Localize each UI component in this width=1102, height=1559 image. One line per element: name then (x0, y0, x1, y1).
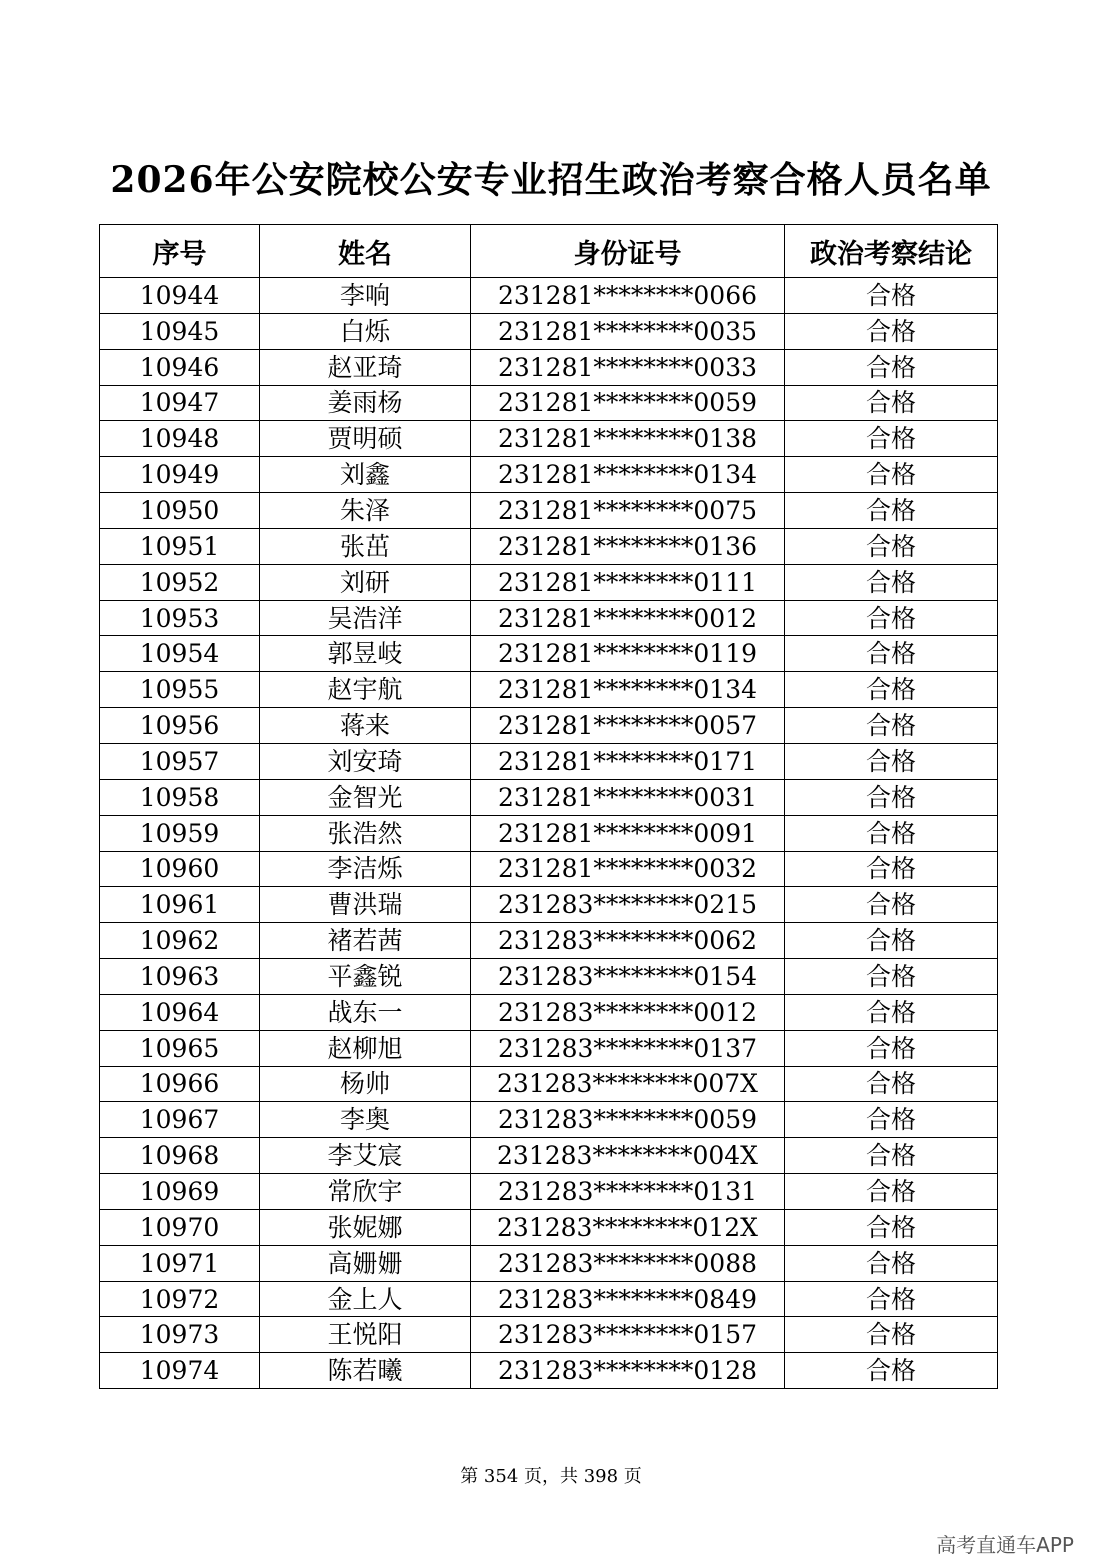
cell-seq: 10955 (100, 672, 260, 708)
cell-seq: 10973 (100, 1317, 260, 1353)
cell-conclusion: 合格 (785, 636, 998, 672)
cell-id-number: 231283********0128 (471, 1353, 785, 1389)
cell-name: 吴浩洋 (260, 600, 471, 636)
cell-conclusion: 合格 (785, 1030, 998, 1066)
cell-name: 蒋来 (260, 708, 471, 744)
cell-conclusion: 合格 (785, 1066, 998, 1102)
cell-id-number: 231283********0215 (471, 887, 785, 923)
cell-conclusion: 合格 (785, 564, 998, 600)
table-row (100, 278, 998, 314)
table-row (100, 743, 998, 779)
cell-conclusion: 合格 (785, 385, 998, 421)
table-header (100, 225, 998, 278)
cell-seq: 10950 (100, 493, 260, 529)
cell-id-number: 231283********0131 (471, 1174, 785, 1210)
cell-id-number: 231281********0032 (471, 851, 785, 887)
cell-id-number: 231281********0091 (471, 815, 785, 851)
table-row (100, 1245, 998, 1281)
cell-conclusion: 合格 (785, 421, 998, 457)
cell-id-number: 231281********0136 (471, 528, 785, 564)
cell-seq: 10946 (100, 349, 260, 385)
cell-id-number: 231281********0134 (471, 457, 785, 493)
header-id-number: 身份证号 (471, 225, 785, 278)
cell-name: 平鑫锐 (260, 959, 471, 995)
cell-id-number: 231283********007X (471, 1066, 785, 1102)
cell-id-number: 231281********0171 (471, 743, 785, 779)
cell-seq: 10964 (100, 994, 260, 1030)
cell-seq: 10959 (100, 815, 260, 851)
table-row (100, 815, 998, 851)
page-title: 2026年公安院校公安专业招生政治考察合格人员名单 (110, 159, 992, 201)
cell-name: 杨帅 (260, 1066, 471, 1102)
roster-table (99, 224, 998, 1389)
cell-seq: 10953 (100, 600, 260, 636)
cell-name: 金上人 (260, 1281, 471, 1317)
table-row (100, 385, 998, 421)
cell-conclusion: 合格 (785, 349, 998, 385)
cell-conclusion: 合格 (785, 1209, 998, 1245)
cell-conclusion: 合格 (785, 708, 998, 744)
cell-id-number: 231281********0033 (471, 349, 785, 385)
cell-name: 姜雨杨 (260, 385, 471, 421)
cell-seq: 10951 (100, 528, 260, 564)
cell-conclusion: 合格 (785, 1174, 998, 1210)
table-row (100, 851, 998, 887)
cell-seq: 10958 (100, 779, 260, 815)
cell-name: 赵宇航 (260, 672, 471, 708)
cell-name: 曹洪瑞 (260, 887, 471, 923)
table-row (100, 600, 998, 636)
cell-seq: 10968 (100, 1138, 260, 1174)
cell-conclusion: 合格 (785, 779, 998, 815)
cell-seq: 10974 (100, 1353, 260, 1389)
table-row (100, 564, 998, 600)
table-row (100, 1281, 998, 1317)
table-row (100, 493, 998, 529)
cell-name: 赵亚琦 (260, 349, 471, 385)
table-row (100, 779, 998, 815)
cell-seq: 10948 (100, 421, 260, 457)
cell-id-number: 231281********0059 (471, 385, 785, 421)
cell-id-number: 231283********0012 (471, 994, 785, 1030)
cell-name: 战东一 (260, 994, 471, 1030)
cell-seq: 10944 (100, 278, 260, 314)
table-row (100, 1353, 998, 1389)
table-row (100, 457, 998, 493)
cell-name: 张浩然 (260, 815, 471, 851)
cell-seq: 10962 (100, 923, 260, 959)
table-row (100, 1102, 998, 1138)
table-row (100, 349, 998, 385)
cell-seq: 10963 (100, 959, 260, 995)
cell-name: 高姗姗 (260, 1245, 471, 1281)
table-row (100, 1174, 998, 1210)
cell-name: 朱泽 (260, 493, 471, 529)
cell-id-number: 231281********0138 (471, 421, 785, 457)
cell-seq: 10949 (100, 457, 260, 493)
cell-id-number: 231281********0075 (471, 493, 785, 529)
cell-name: 金智光 (260, 779, 471, 815)
cell-seq: 10947 (100, 385, 260, 421)
cell-conclusion: 合格 (785, 1317, 998, 1353)
cell-name: 李响 (260, 278, 471, 314)
cell-id-number: 231281********0134 (471, 672, 785, 708)
cell-id-number: 231283********0154 (471, 959, 785, 995)
cell-conclusion: 合格 (785, 1138, 998, 1174)
table-header-row (100, 225, 998, 278)
cell-name: 陈若曦 (260, 1353, 471, 1389)
cell-conclusion: 合格 (785, 493, 998, 529)
cell-id-number: 231283********012X (471, 1209, 785, 1245)
cell-conclusion: 合格 (785, 743, 998, 779)
cell-id-number: 231281********0057 (471, 708, 785, 744)
cell-name: 郭昱岐 (260, 636, 471, 672)
cell-id-number: 231283********0137 (471, 1030, 785, 1066)
cell-conclusion: 合格 (785, 887, 998, 923)
cell-conclusion: 合格 (785, 1281, 998, 1317)
table-row (100, 923, 998, 959)
cell-seq: 10969 (100, 1174, 260, 1210)
cell-conclusion: 合格 (785, 1245, 998, 1281)
cell-conclusion: 合格 (785, 457, 998, 493)
cell-conclusion: 合格 (785, 672, 998, 708)
cell-name: 刘研 (260, 564, 471, 600)
cell-seq: 10971 (100, 1245, 260, 1281)
table-row (100, 1317, 998, 1353)
table-row (100, 1138, 998, 1174)
cell-name: 张茁 (260, 528, 471, 564)
table-row (100, 708, 998, 744)
cell-conclusion: 合格 (785, 923, 998, 959)
page-footer: 第 354 页，共 398 页 (460, 1466, 642, 1487)
header-seq: 序号 (100, 225, 260, 278)
cell-name: 李艾宸 (260, 1138, 471, 1174)
table-body (100, 278, 998, 1389)
table-row (100, 1030, 998, 1066)
table-row (100, 1066, 998, 1102)
cell-name: 王悦阳 (260, 1317, 471, 1353)
cell-id-number: 231281********0035 (471, 313, 785, 349)
cell-id-number: 231283********004X (471, 1138, 785, 1174)
cell-seq: 10970 (100, 1209, 260, 1245)
cell-id-number: 231283********0059 (471, 1102, 785, 1138)
cell-name: 白烁 (260, 313, 471, 349)
table-row (100, 887, 998, 923)
cell-seq: 10961 (100, 887, 260, 923)
table-row (100, 1209, 998, 1245)
cell-seq: 10956 (100, 708, 260, 744)
cell-name: 李洁烁 (260, 851, 471, 887)
table-row (100, 313, 998, 349)
header-name: 姓名 (260, 225, 471, 278)
cell-name: 刘安琦 (260, 743, 471, 779)
cell-conclusion: 合格 (785, 959, 998, 995)
header-conclusion: 政治考察结论 (785, 225, 998, 278)
cell-name: 常欣宇 (260, 1174, 471, 1210)
cell-conclusion: 合格 (785, 851, 998, 887)
cell-seq: 10957 (100, 743, 260, 779)
cell-seq: 10966 (100, 1066, 260, 1102)
table-row (100, 421, 998, 457)
cell-name: 赵柳旭 (260, 1030, 471, 1066)
cell-id-number: 231281********0031 (471, 779, 785, 815)
cell-conclusion: 合格 (785, 278, 998, 314)
cell-id-number: 231281********0119 (471, 636, 785, 672)
cell-id-number: 231281********0012 (471, 600, 785, 636)
cell-name: 褚若茜 (260, 923, 471, 959)
cell-conclusion: 合格 (785, 994, 998, 1030)
cell-id-number: 231281********0111 (471, 564, 785, 600)
cell-seq: 10965 (100, 1030, 260, 1066)
cell-name: 刘鑫 (260, 457, 471, 493)
cell-name: 张妮娜 (260, 1209, 471, 1245)
table-row (100, 959, 998, 995)
cell-id-number: 231283********0088 (471, 1245, 785, 1281)
cell-conclusion: 合格 (785, 313, 998, 349)
cell-conclusion: 合格 (785, 600, 998, 636)
cell-id-number: 231283********0849 (471, 1281, 785, 1317)
table-row (100, 994, 998, 1030)
cell-conclusion: 合格 (785, 815, 998, 851)
cell-id-number: 231281********0066 (471, 278, 785, 314)
cell-seq: 10945 (100, 313, 260, 349)
cell-name: 李奥 (260, 1102, 471, 1138)
cell-seq: 10967 (100, 1102, 260, 1138)
cell-seq: 10972 (100, 1281, 260, 1317)
cell-id-number: 231283********0157 (471, 1317, 785, 1353)
cell-conclusion: 合格 (785, 528, 998, 564)
table-row (100, 672, 998, 708)
watermark: 高考直通车APP (936, 1533, 1074, 1557)
cell-seq: 10952 (100, 564, 260, 600)
cell-id-number: 231283********0062 (471, 923, 785, 959)
cell-seq: 10960 (100, 851, 260, 887)
cell-conclusion: 合格 (785, 1353, 998, 1389)
table-row (100, 528, 998, 564)
cell-seq: 10954 (100, 636, 260, 672)
cell-conclusion: 合格 (785, 1102, 998, 1138)
table-row (100, 636, 998, 672)
cell-name: 贾明硕 (260, 421, 471, 457)
